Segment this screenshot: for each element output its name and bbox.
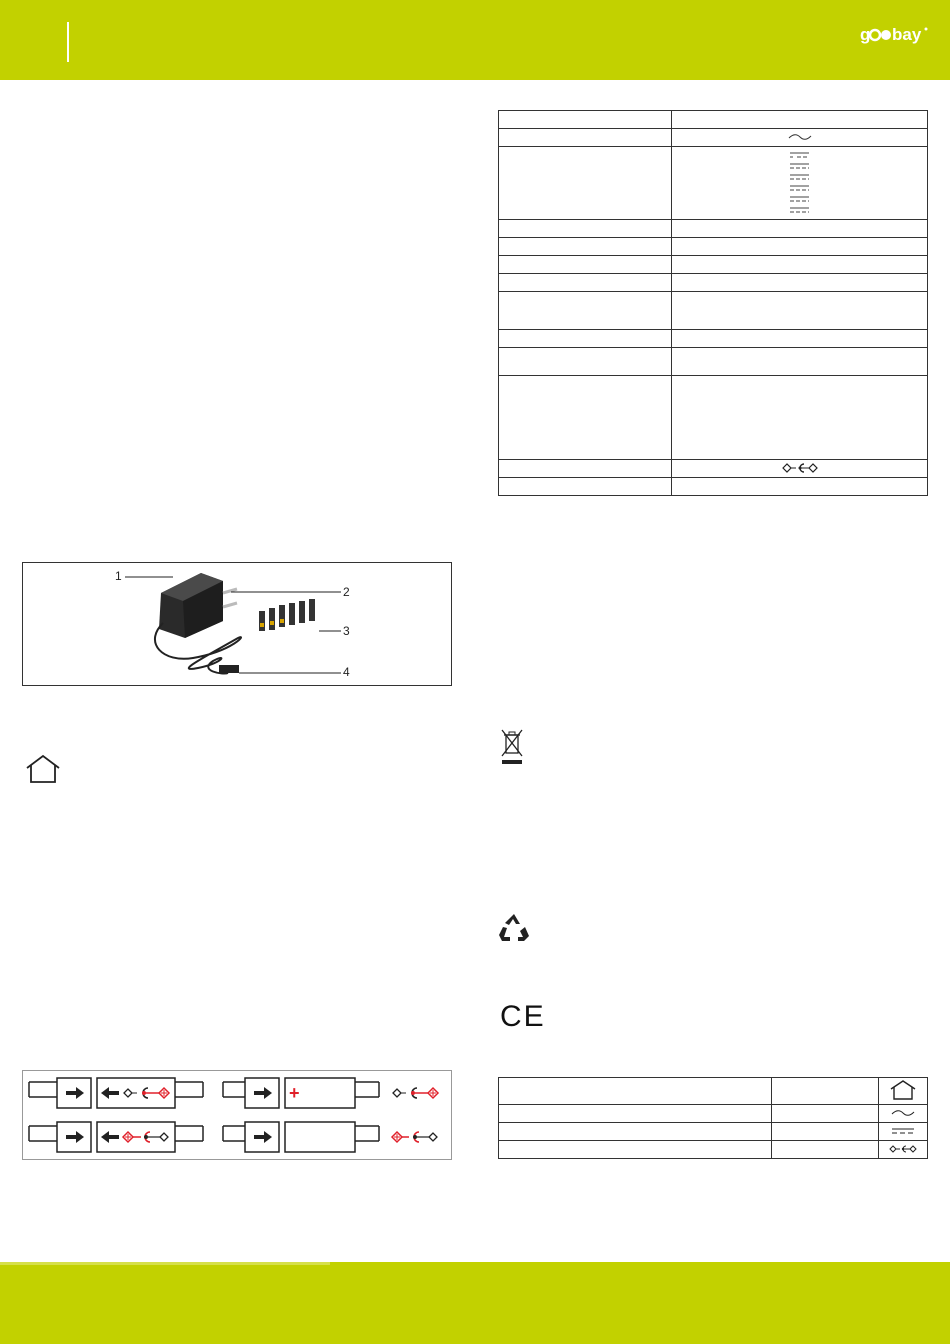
ce-mark: CE (500, 1000, 546, 1033)
svg-text:g: g (860, 25, 871, 44)
svg-text:bay: bay (892, 25, 922, 44)
callout-2: 2 (343, 585, 350, 599)
callout-3: 3 (343, 624, 350, 638)
polarity-icon (780, 462, 820, 474)
dc-current-icon-small (891, 1126, 915, 1136)
polarity-diagram-graphic (23, 1071, 451, 1159)
power-adapter-illustration (23, 563, 451, 685)
header-bar (0, 0, 950, 80)
ac-current-icon-small (890, 1108, 916, 1118)
goobay-logo (860, 24, 928, 46)
dc-current-icons (789, 148, 811, 216)
callout-4: 4 (343, 665, 350, 679)
specification-table (498, 110, 928, 496)
callout-1: 1 (115, 569, 122, 583)
polarity-diagram (22, 1070, 452, 1160)
footer-accent (0, 1262, 330, 1265)
header-divider (67, 22, 69, 62)
recycle-icon (498, 913, 530, 943)
house-icon-small (889, 1079, 917, 1101)
ac-current-icon (787, 132, 813, 142)
plus-sign: + (289, 1083, 300, 1103)
house-icon (24, 754, 62, 784)
crossed-bin-icon (500, 728, 524, 766)
footer-bar (0, 1262, 950, 1344)
product-figure (22, 562, 452, 686)
polarity-icon-small (888, 1144, 918, 1154)
symbol-table (498, 1077, 928, 1159)
